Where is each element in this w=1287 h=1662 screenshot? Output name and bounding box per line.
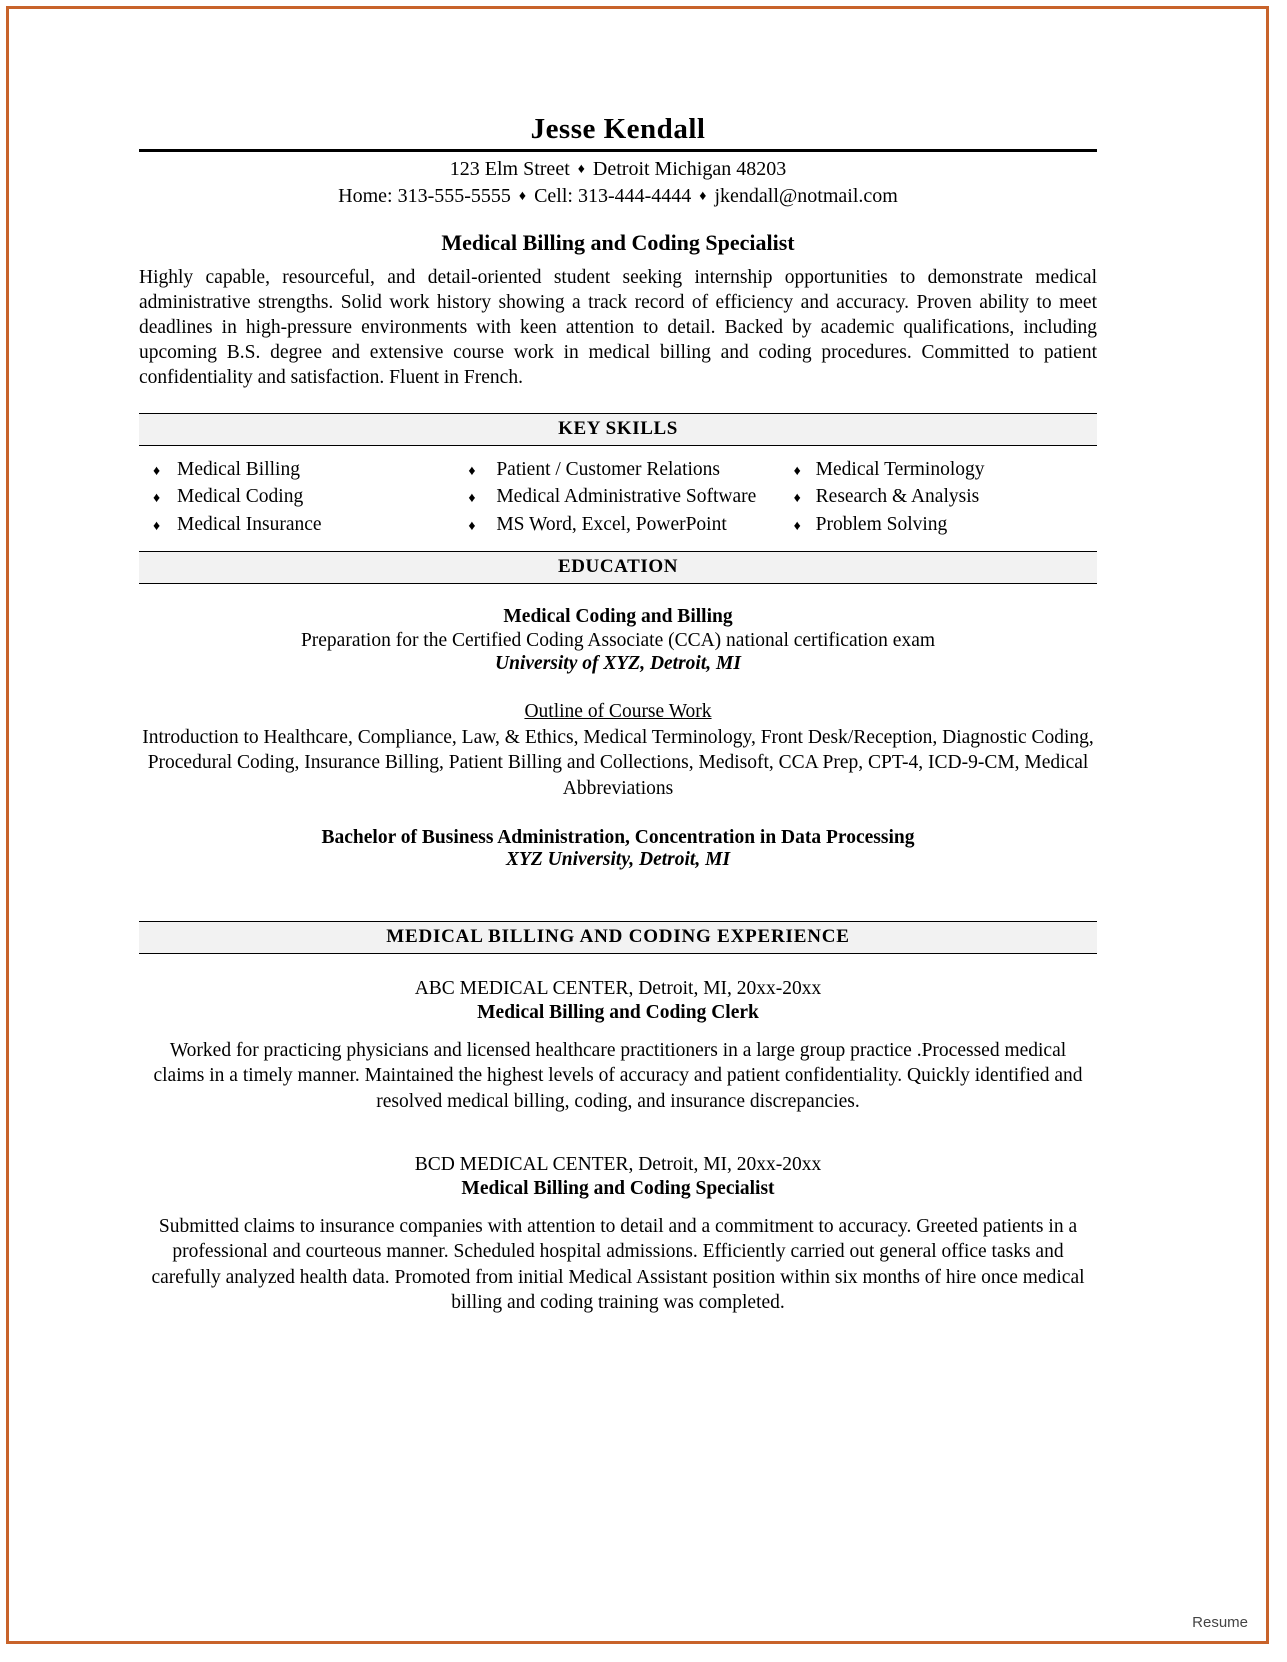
degree-title: Bachelor of Business Administration, Concentration in Data Processing <box>321 827 915 849</box>
skill-label: Medical Insurance <box>177 514 322 536</box>
list-item <box>139 511 458 539</box>
city-state-zip: Detroit Michigan 48203 <box>592 157 787 180</box>
diamond-bullet-icon: ♦ <box>468 463 476 479</box>
diamond-bullet-icon: ♦ <box>793 463 801 479</box>
skill-label: Research & Analysis <box>815 486 980 508</box>
headline-title: Medical Billing and Coding Specialist <box>441 229 795 255</box>
key-skills-column-2 <box>458 456 777 539</box>
diamond-separator-icon: ♦ <box>577 161 585 177</box>
professional-summary: Highly capable, resourceful, and detail-oriented student seeking internship opportunities to demonstrate medical administrative strengths. Solid work history showing a track record of efficiency and accuracy. Proven ability to meet deadlines in high-pressure environments with keen attention to detail. Backed by academic qualifications, including upcoming B.S. degree and extensive course work in medical billing and coding procedures. Committed to patient confidentiality and satisfaction. Fluent in French. <box>139 266 1097 388</box>
list-item <box>458 511 777 539</box>
list-item <box>778 456 1097 484</box>
diamond-bullet-icon: ♦ <box>793 519 801 535</box>
skill-label: Patient / Customer Relations <box>496 458 721 480</box>
experience-description: Submitted claims to insurance companies with attention to detail and a commitment to accuracy. Greeted patients in a professional and courteous manner. Scheduled hospital admissions. Efficiently carried out general office tasks and carefully analyzed health data. Promoted from initial Medical Assistant position within six months of hire once medical billing and coding training was completed. <box>151 1216 1085 1314</box>
list-item <box>458 483 777 511</box>
skill-label: MS Word, Excel, PowerPoint <box>496 514 727 536</box>
key-skills-column-1 <box>139 456 458 539</box>
coursework-heading: Outline of Course Work <box>524 701 712 723</box>
list-item <box>458 456 777 484</box>
experience-entry <box>139 1154 1097 1315</box>
education-program-detail: Preparation for the Certified Coding Associate (CCA) national certification exam <box>300 629 936 651</box>
experience-organization: ABC MEDICAL CENTER, Detroit, MI, 20xx-20xx <box>414 978 822 1000</box>
education-program-school: University of XYZ, Detroit, MI <box>495 653 741 675</box>
skill-label: Medical Terminology <box>815 458 985 480</box>
page-border <box>6 6 1269 1644</box>
address-line <box>139 156 1097 183</box>
email-address: jkendall@notmail.com <box>714 184 898 207</box>
skill-label: Medical Billing <box>177 458 300 480</box>
resume-document <box>9 9 1266 1641</box>
skill-label: Medical Coding <box>177 486 304 508</box>
cell-phone: Cell: 313-444-4444 <box>534 184 692 207</box>
key-skills-list <box>139 456 1097 539</box>
section-heading-key-skills: KEY SKILLS <box>139 413 1097 446</box>
experience-role: Medical Billing and Coding Specialist <box>461 1178 775 1200</box>
experience-entry <box>139 978 1097 1114</box>
diamond-bullet-icon: ♦ <box>153 463 161 479</box>
list-item <box>778 483 1097 511</box>
header-divider <box>139 149 1097 152</box>
list-item <box>139 483 458 511</box>
diamond-bullet-icon: ♦ <box>468 519 476 535</box>
contact-line <box>139 183 1097 210</box>
experience-role: Medical Billing and Coding Clerk <box>477 1002 759 1024</box>
home-phone: Home: 313-555-5555 <box>338 184 511 207</box>
diamond-separator-icon: ♦ <box>699 188 707 204</box>
section-heading-education: EDUCATION <box>139 551 1097 584</box>
resume-content <box>139 114 1097 1316</box>
resume-header <box>139 114 1097 210</box>
diamond-bullet-icon: ♦ <box>153 519 161 535</box>
list-item <box>778 511 1097 539</box>
degree-school: XYZ University, Detroit, MI <box>505 849 731 871</box>
diamond-separator-icon: ♦ <box>518 188 527 204</box>
list-item <box>139 456 458 484</box>
education-program <box>139 606 1097 871</box>
footer-label: Resume <box>1192 1614 1248 1631</box>
skill-label: Medical Administrative Software <box>496 486 757 508</box>
diamond-bullet-icon: ♦ <box>468 491 476 507</box>
skill-label: Problem Solving <box>815 514 948 536</box>
experience-organization: BCD MEDICAL CENTER, Detroit, MI, 20xx-20xx <box>414 1154 822 1176</box>
experience-description: Worked for practicing physicians and licensed healthcare practitioners in a large group practice .Processed medical claims in a timely manner. Maintained the highest levels of accuracy and patient confidentiality. Quickly identified and resolved medical billing, coding, and insurance discrepancies. <box>153 1040 1083 1112</box>
street-address: 123 Elm Street <box>449 157 570 180</box>
key-skills-column-3 <box>778 456 1097 539</box>
section-heading-experience: MEDICAL BILLING AND CODING EXPERIENCE <box>139 921 1097 954</box>
coursework-body: Introduction to Healthcare, Compliance, Law, & Ethics, Medical Terminology, Front Desk/Reception, Diagnostic Coding, Procedural Coding, Insurance Billing, Patient Billing and Collections, Medisoft, CCA Prep, CPT-4, ICD-9-CM, Medical Abbreviations <box>142 727 1094 799</box>
diamond-bullet-icon: ♦ <box>153 491 161 507</box>
education-program-title: Medical Coding and Billing <box>503 605 733 627</box>
candidate-name: Jesse Kendall <box>530 113 706 145</box>
diamond-bullet-icon: ♦ <box>793 491 801 507</box>
